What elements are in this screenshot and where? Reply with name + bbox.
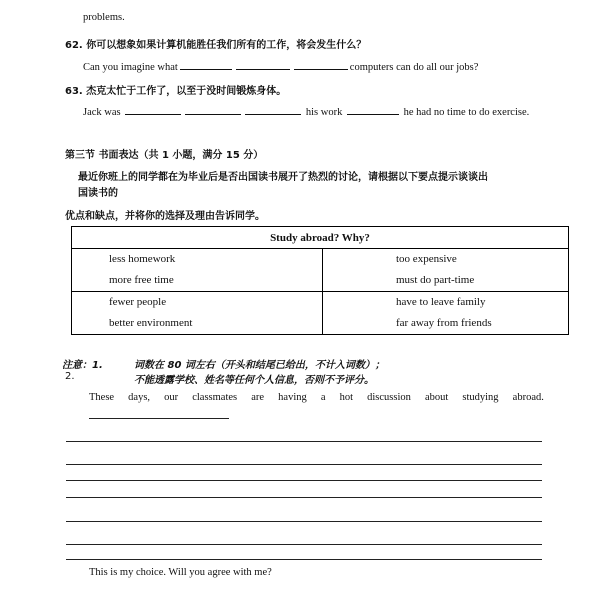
- q62-blank-3[interactable]: [294, 60, 348, 70]
- pro-item: fewer people: [109, 296, 167, 308]
- table-row: [72, 249, 569, 292]
- essay-word: a: [320, 392, 326, 403]
- con-item: must do part-time: [396, 274, 475, 286]
- essay-word: classmates: [192, 392, 238, 403]
- essay-word: studying: [462, 392, 499, 403]
- con-item: too expensive: [396, 253, 457, 265]
- q63-sentence: [83, 105, 529, 118]
- q62-text-before: Can you imagine what: [83, 62, 178, 73]
- notes-num-2: 2.: [65, 371, 75, 382]
- pro-item: more free time: [109, 274, 174, 286]
- study-abroad-table: [71, 226, 569, 335]
- essay-word: our: [164, 392, 179, 403]
- q63-blank-1[interactable]: [125, 105, 181, 115]
- table-row: [72, 292, 569, 335]
- table-cell-pros-1: [72, 249, 323, 292]
- q63-blank-2[interactable]: [185, 105, 241, 115]
- continued-text: problems.: [83, 12, 125, 23]
- essay-word: about: [424, 392, 449, 403]
- writing-line[interactable]: [66, 464, 542, 465]
- table-header: Study abroad? Why?: [72, 227, 569, 249]
- q63-text-after: he had no time to do exercise.: [403, 107, 530, 118]
- q63-text-before: Jack was: [83, 107, 121, 118]
- essay-word: hot: [339, 392, 354, 403]
- section3-prompt-line3: 优点和缺点，并将你的选择及理由告诉同学。: [65, 211, 265, 222]
- q62-prompt: 62. 你可以想象如果计算机能胜任我们所有的工作，将会发生什么？: [65, 40, 367, 51]
- q63-blank-4[interactable]: [347, 105, 399, 115]
- con-item: have to leave family: [396, 296, 486, 308]
- pro-item: less homework: [109, 253, 176, 265]
- con-item: far away from friends: [396, 317, 492, 329]
- essay-word: are: [251, 392, 265, 403]
- section3-heading: 第三节 书面表达（共 1 小题，满分 15 分）: [65, 150, 264, 161]
- notes-item-1: 词数在 80 词左右（开头和结尾已给出，不计入词数）；: [134, 360, 385, 371]
- writing-line[interactable]: [89, 418, 229, 419]
- table-cell-pros-2: [72, 292, 323, 335]
- writing-line[interactable]: [66, 559, 542, 560]
- q63-prompt: 63. 杰克太忙于工作了，以至于没时间锻炼身体。: [65, 86, 287, 97]
- q63-blank-3[interactable]: [245, 105, 301, 115]
- q62-blank-1[interactable]: [180, 60, 232, 70]
- q62-sentence: [83, 60, 478, 73]
- q62-text-after: computers can do all our jobs?: [349, 62, 479, 73]
- q62-blank-2[interactable]: [236, 60, 290, 70]
- essay-word: having: [278, 392, 307, 403]
- writing-line[interactable]: [66, 521, 542, 522]
- q63-text-mid: his work: [305, 107, 343, 118]
- essay-word: days,: [128, 392, 151, 403]
- essay-closing: This is my choice. Will you agree with me?: [89, 567, 272, 578]
- essay-opening: [89, 392, 544, 403]
- pro-item: better environment: [109, 317, 193, 329]
- section3-prompt-line1: 最近你班上的同学都在为毕业后是否出国读书展开了热烈的讨论，请根据以下要点提示谈谈出: [78, 172, 488, 183]
- table-cell-cons-2: [323, 292, 569, 335]
- writing-line[interactable]: [66, 441, 542, 442]
- essay-word: abroad.: [512, 392, 544, 403]
- writing-line[interactable]: [66, 480, 542, 481]
- section3-prompt-line2: 国读书的: [78, 188, 118, 199]
- essay-word: discussion: [367, 392, 411, 403]
- table-cell-cons-1: [323, 249, 569, 292]
- essay-word: These: [89, 392, 115, 403]
- notes-label: 注意：1.: [62, 360, 103, 371]
- writing-line[interactable]: [66, 497, 542, 498]
- writing-line[interactable]: [66, 544, 542, 545]
- notes-item-2: 不能透露学校、姓名等任何个人信息，否则不予评分。: [134, 375, 374, 386]
